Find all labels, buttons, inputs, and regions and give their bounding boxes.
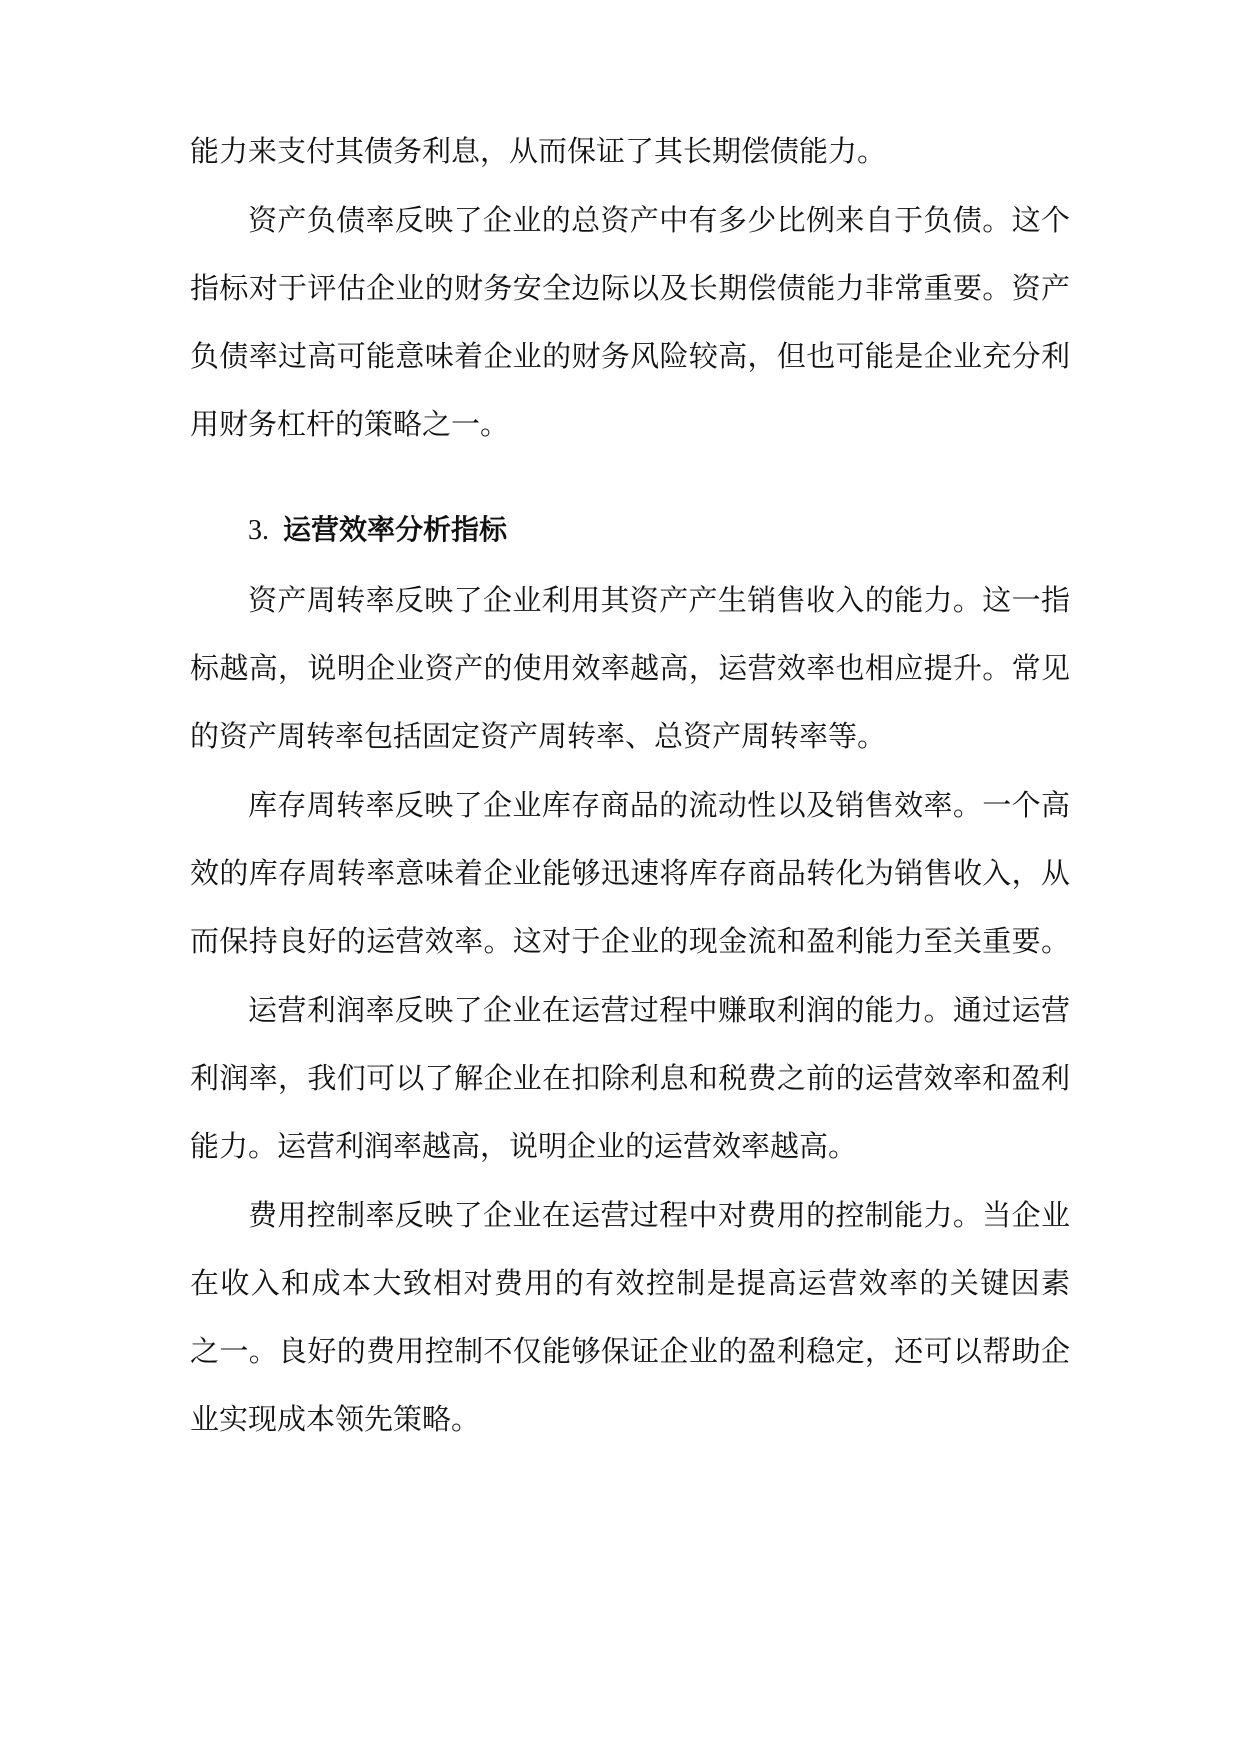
paragraph-line: 在收入和成本大致相对费用的有效控制是提高运营效率的关键因素 bbox=[190, 1266, 1070, 1300]
paragraph-line: 的资产周转率包括固定资产周转率、总资产周转率等。 bbox=[190, 719, 887, 753]
paragraph-line: 能力。运营利润率越高，说明企业的运营效率越高。 bbox=[190, 1129, 858, 1163]
section-number: 3. bbox=[248, 515, 269, 546]
paragraph-line: 指标对于评估企业的财务安全边际以及长期偿债能力非常重要。资产 bbox=[190, 271, 1070, 305]
paragraph-line: 业实现成本领先策略。 bbox=[190, 1402, 481, 1436]
paragraph-line: 负债率过高可能意味着企业的财务风险较高，但也可能是企业充分利 bbox=[190, 339, 1070, 373]
section-heading bbox=[248, 510, 507, 551]
paragraph-line: 效的库存周转率意味着企业能够迅速将库存商品转化为销售收入，从 bbox=[190, 856, 1070, 890]
paragraph-line: 能力来支付其债务利息，从而保证了其长期偿债能力。 bbox=[190, 134, 887, 168]
paragraph-line: 资产周转率反映了企业利用其资产产生销售收入的能力。这一指 bbox=[248, 583, 1070, 617]
paragraph-line: 而保持良好的运营效率。这对于企业的现金流和盈利能力至关重要。 bbox=[190, 924, 1070, 958]
paragraph-line: 资产负债率反映了企业的总资产中有多少比例来自于负债。这个 bbox=[248, 203, 1070, 237]
paragraph-line: 利润率，我们可以了解企业在扣除利息和税费之前的运营效率和盈利 bbox=[190, 1061, 1070, 1095]
paragraph-line: 标越高，说明企业资产的使用效率越高，运营效率也相应提升。常见 bbox=[190, 651, 1070, 685]
paragraph-line: 用财务杠杆的策略之一。 bbox=[190, 407, 510, 441]
section-title: 运营效率分析指标 bbox=[283, 513, 508, 546]
paragraph-line: 费用控制率反映了企业在运营过程中对费用的控制能力。当企业 bbox=[248, 1198, 1070, 1232]
paragraph-line: 运营利润率反映了企业在运营过程中赚取利润的能力。通过运营 bbox=[248, 993, 1070, 1027]
paragraph-line: 库存周转率反映了企业库存商品的流动性以及销售效率。一个高 bbox=[248, 788, 1070, 822]
paragraph-line: 之一。良好的费用控制不仅能够保证企业的盈利稳定，还可以帮助企 bbox=[190, 1334, 1070, 1368]
